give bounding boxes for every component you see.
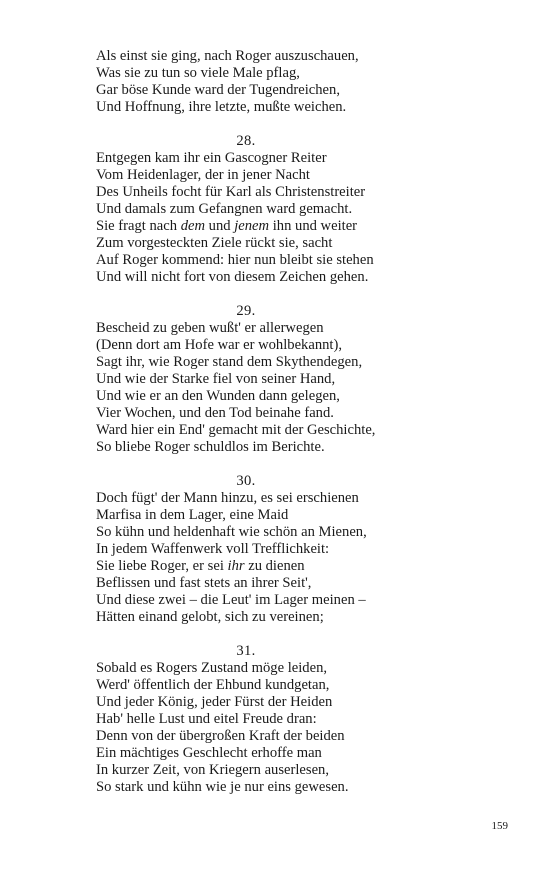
verse-line: [96, 524, 516, 541]
verse-line: [96, 439, 516, 456]
verse-line: [96, 609, 516, 626]
line-text: Beflissen und fast stets an ihrer Seit',: [96, 575, 312, 591]
stanza: [96, 303, 516, 456]
verse-line: [96, 48, 516, 65]
emphasized-word: ihr: [227, 558, 245, 574]
line-text: Was sie zu tun so viele Male pflag,: [96, 65, 300, 81]
line-text: Und Hoffnung, ihre letzte, mußte weichen.: [96, 99, 347, 115]
line-text: Doch fügt' der Mann hinzu, es sei erschienen: [96, 490, 359, 506]
verse-line: [96, 694, 516, 711]
verse-line: [96, 235, 516, 252]
line-text: Hab' helle Lust und eitel Freude dran:: [96, 711, 317, 727]
poem-text: [96, 48, 516, 796]
stanza-number: 30.: [236, 473, 256, 489]
stanza: [96, 48, 516, 116]
verse-line: [96, 371, 516, 388]
verse-line: [96, 354, 516, 371]
line-text: Entgegen kam ihr ein Gascogner Reiter: [96, 150, 327, 166]
verse-line: [96, 150, 516, 167]
line-text: Ward hier ein End' gemacht mit der Geschichte,: [96, 422, 376, 438]
stanza: [96, 473, 516, 626]
verse-line: [96, 660, 516, 677]
verse-line: [96, 388, 516, 405]
line-text: Als einst sie ging, nach Roger auszuschauen,: [96, 48, 359, 64]
line-text: Auf Roger kommend: hier nun bleibt sie stehen: [96, 252, 374, 268]
verse-line: [96, 201, 516, 218]
stanza: [96, 643, 516, 796]
line-text: Vier Wochen, und den Tod beinahe fand.: [96, 405, 334, 421]
line-text: Und damals zum Gefangnen ward gemacht.: [96, 201, 353, 217]
line-text: Und jeder König, jeder Fürst der Heiden: [96, 694, 333, 710]
line-text: ihn und weiter: [269, 218, 358, 234]
line-text: Vom Heidenlager, der in jener Nacht: [96, 167, 310, 183]
line-text: Und wie er an den Wunden dann gelegen,: [96, 388, 340, 404]
line-text: Gar böse Kunde ward der Tugendreichen,: [96, 82, 340, 98]
page-number: 159: [491, 820, 508, 832]
line-text: Des Unheils focht für Karl als Christenstreiter: [96, 184, 366, 200]
emphasized-word: dem: [180, 218, 206, 234]
verse-line: [96, 422, 516, 439]
verse-line: [96, 269, 516, 286]
verse-line: [96, 320, 516, 337]
verse-line: [96, 745, 516, 762]
stanza-number: 29.: [236, 303, 256, 319]
verse-line: [96, 592, 516, 609]
line-text: Und will nicht fort von diesem Zeichen gehen.: [96, 269, 369, 285]
verse-line: [96, 762, 516, 779]
line-text: Denn von der übergroßen Kraft der beiden: [96, 728, 345, 744]
line-text: Sie fragt nach: [96, 218, 181, 234]
line-text: Sobald es Rogers Zustand möge leiden,: [96, 660, 328, 676]
verse-line: [96, 779, 516, 796]
line-text: (Denn dort am Hofe war er wohlbekannt),: [96, 337, 342, 353]
emphasized-word: jenem: [234, 218, 270, 234]
verse-line: [96, 507, 516, 524]
verse-line: [96, 711, 516, 728]
verse-line: [96, 167, 516, 184]
verse-line: [96, 728, 516, 745]
line-text: Und diese zwei – die Leut' im Lager meinen –: [96, 592, 366, 608]
line-text: Sie liebe Roger, er sei: [96, 558, 228, 574]
line-text: Hätten einand gelobt, sich zu vereinen;: [96, 609, 324, 625]
verse-line: [96, 677, 516, 694]
verse-line: [96, 337, 516, 354]
verse-line: [96, 184, 516, 201]
line-text: zu dienen: [244, 558, 305, 574]
line-text: Zum vorgesteckten Ziele rückt sie, sacht: [96, 235, 333, 251]
verse-line: [96, 82, 516, 99]
line-text: So kühn und heldenhaft wie schön an Mienen,: [96, 524, 367, 540]
stanza-number: 31.: [236, 643, 256, 659]
verse-line: [96, 252, 516, 269]
verse-line: [96, 575, 516, 592]
line-text: Ein mächtiges Geschlecht erhoffe man: [96, 745, 322, 761]
line-text: Marfisa in dem Lager, eine Maid: [96, 507, 289, 523]
line-text: Sagt ihr, wie Roger stand dem Skythendegen,: [96, 354, 363, 370]
stanza: [96, 133, 516, 286]
line-text: und: [205, 218, 235, 234]
line-text: Werd' öffentlich der Ehbund kundgetan,: [96, 677, 330, 693]
verse-line: [96, 558, 516, 575]
line-text: In kurzer Zeit, von Kriegern auserlesen,: [96, 762, 329, 778]
line-text: In jedem Waffenwerk voll Trefflichkeit:: [96, 541, 330, 557]
verse-line: [96, 99, 516, 116]
verse-line: [96, 541, 516, 558]
verse-line: [96, 405, 516, 422]
stanza-number: 28.: [236, 133, 256, 149]
line-text: Bescheid zu geben wußt' er allerwegen: [96, 320, 324, 336]
line-text: So bliebe Roger schuldlos im Berichte.: [96, 439, 325, 455]
verse-line: [96, 218, 516, 235]
verse-line: [96, 490, 516, 507]
line-text: So stark und kühn wie je nur eins gewesen.: [96, 779, 349, 795]
line-text: Und wie der Starke fiel von seiner Hand,: [96, 371, 336, 387]
verse-line: [96, 65, 516, 82]
